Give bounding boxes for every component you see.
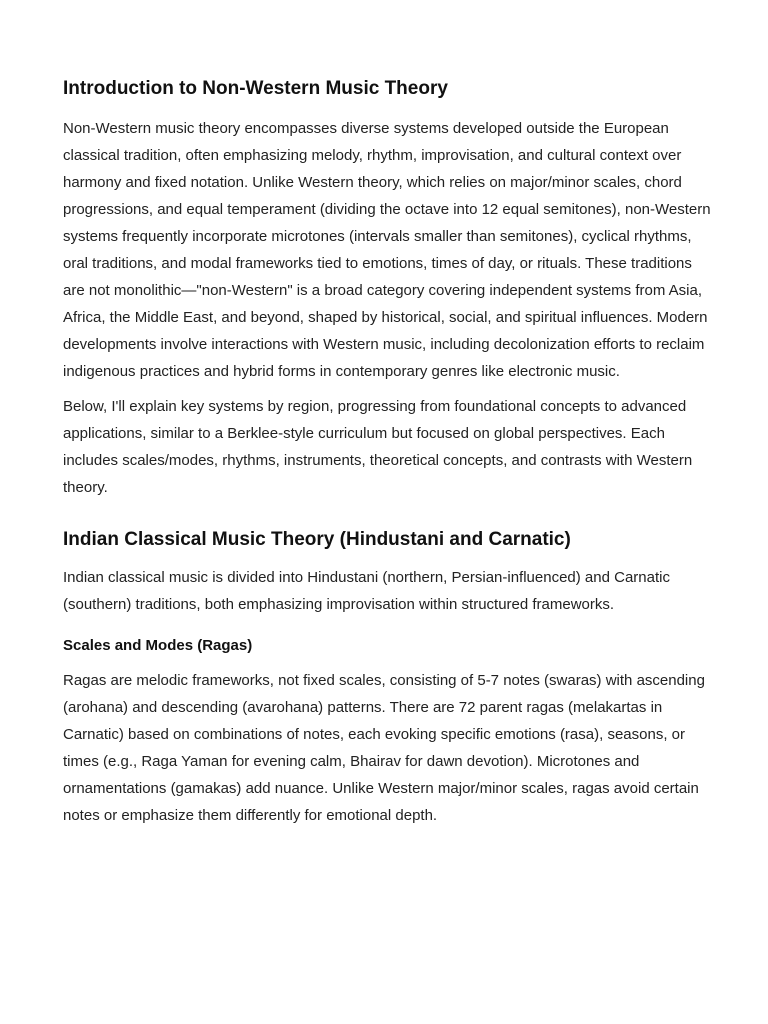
ragas-paragraph: Ragas are melodic frameworks, not fixed scales, consisting of 5-7 notes (swaras) with ascending (arohana) and descending (avarohana) patterns. There are 72 parent ragas (melakartas in Carnatic) based on combinations of notes, each evoking specific emotions (rasa), seasons, or times (e.g., Raga Yaman for evening calm, Bhairav for dawn devotion). Microtones and ornamentations (gamakas) add nuance. Unlike Western major/minor scales, ragas avoid certain notes or emphasize them differently for emotional depth. [63, 672, 705, 824]
indian-music-paragraph: Indian classical music is divided into Hindustani (northern, Persian-influenced) and Carnatic (southern) traditions, both emphasizing improvisation within structured frameworks. [63, 569, 670, 613]
intro-heading: Introduction to Non-Western Music Theory [63, 78, 448, 99]
article-body [63, 72, 711, 837]
indian-music-heading: Indian Classical Music Theory (Hindustani and Carnatic) [63, 529, 571, 550]
intro-paragraph-1: Non-Western music theory encompasses diverse systems developed outside the European classical tradition, often emphasizing melody, rhythm, improvisation, and cultural context over harmony and fixed notation. Unlike Western theory, which relies on major/minor scales, chord progressions, and equal temperament (dividing the octave into 12 equal semitones), non-Western systems frequently incorporate microtones (intervals smaller than semitones), cyclical rhythms, oral traditions, and modal frameworks tied to emotions, times of day, or rituals. These traditions are not monolithic—"non-Western" is a broad category covering independent systems from Asia, Africa, the Middle East, and beyond, shaped by historical, social, and spiritual influences. Modern developments involve interactions with Western music, including decolonization efforts to reclaim indigenous practices and hybrid forms in contemporary genres like electronic music. [63, 120, 711, 380]
ragas-subheading: Scales and Modes (Ragas) [63, 637, 253, 654]
intro-paragraph-2: Below, I'll explain key systems by region, progressing from foundational concepts to advanced applications, similar to a Berklee-style curriculum but focused on global perspectives. Each includes scales/modes, rhythms, instruments, theoretical concepts, and contrasts with Western theory. [63, 398, 693, 496]
